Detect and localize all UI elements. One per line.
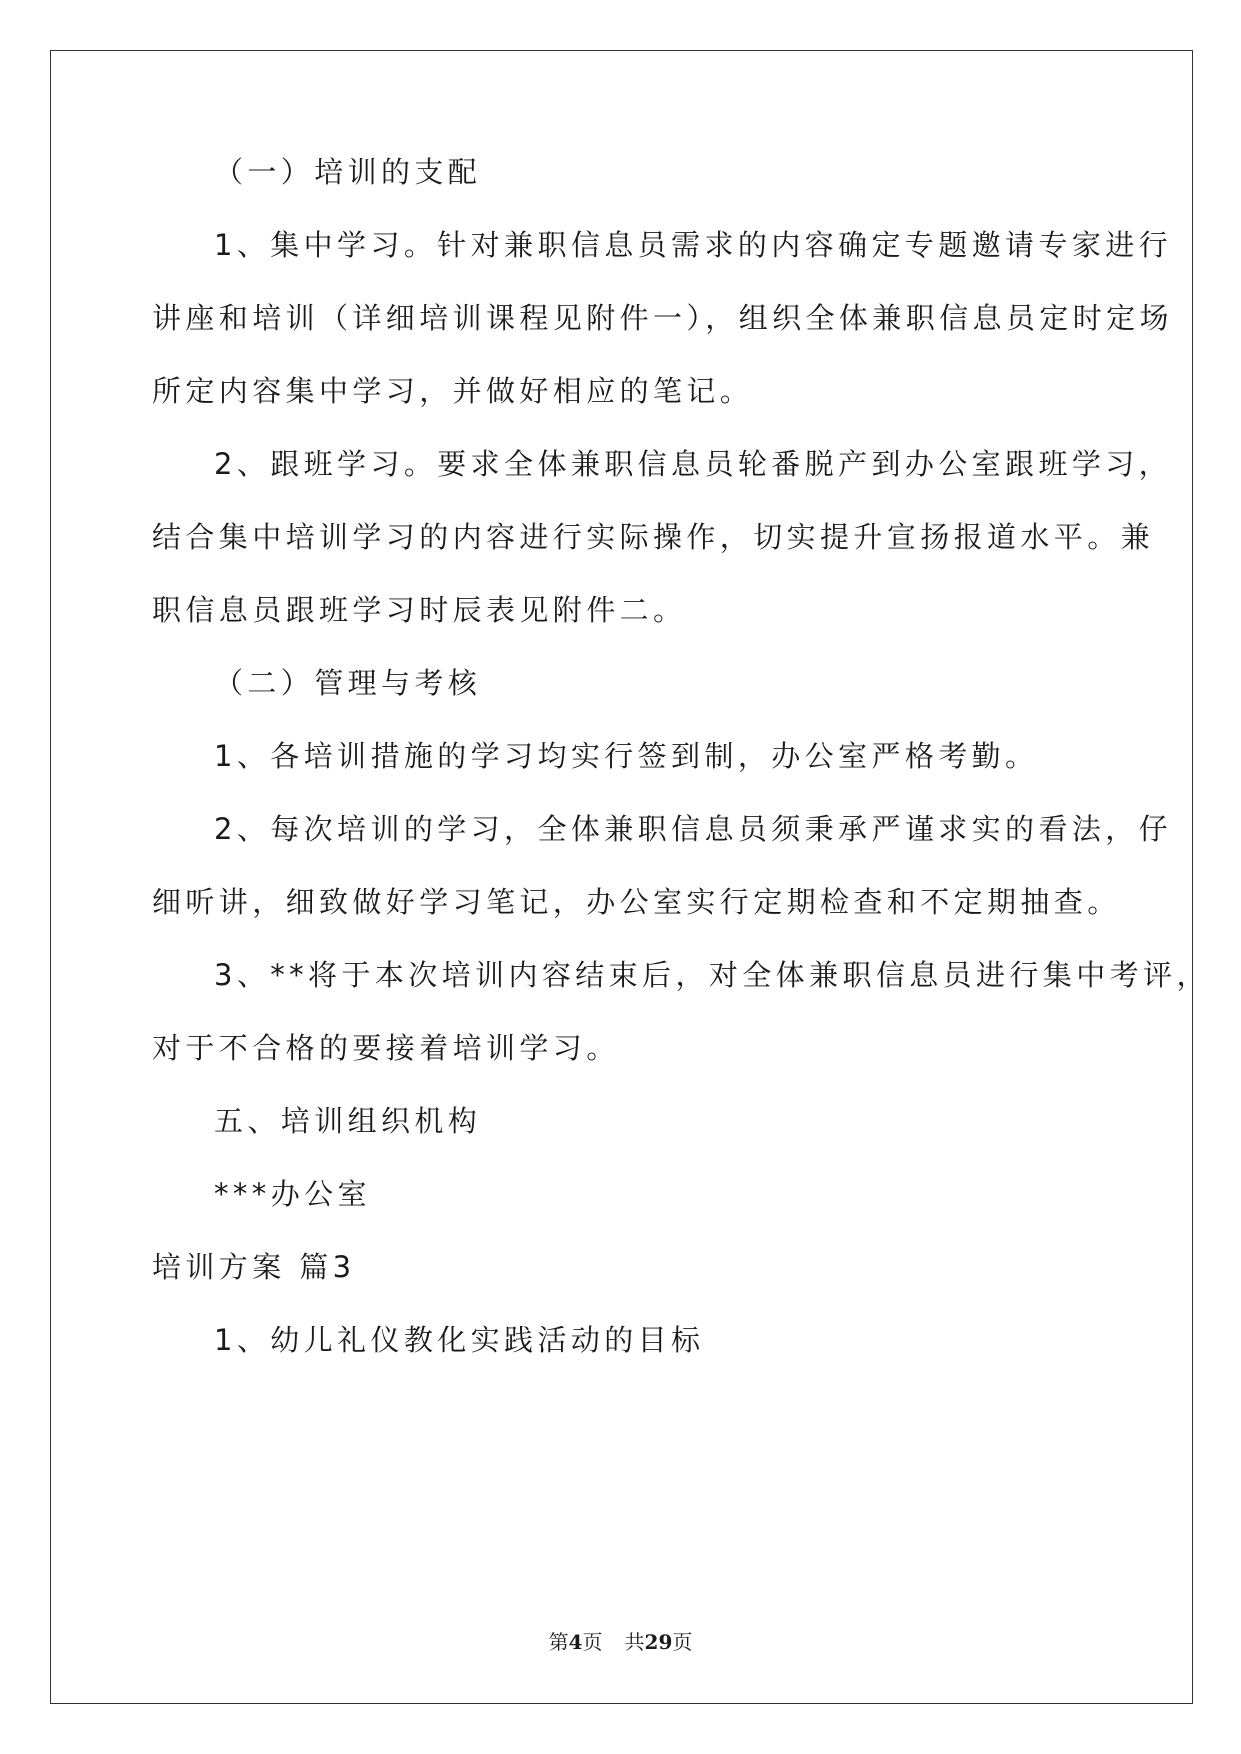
footer-page-number: 4 [568,1630,583,1654]
footer-total-pages: 29 [644,1630,673,1654]
footer-page-prefix: 第 [548,1630,569,1654]
paragraph-line: ***办公室 [214,1177,371,1211]
paragraph-line: 2、跟班学习。要求全体兼职信息员轮番脱产到办公室跟班学习， [214,447,1173,481]
paragraph-line: 2、每次培训的学习，全体兼职信息员须秉承严谨求实的看法，仔 [214,812,1173,846]
section-heading: （二）管理与考核 [214,666,482,700]
paragraph-line: 细听讲，细致做好学习笔记，办公室实行定期检查和不定期抽查。 [152,885,1121,919]
page-footer [0,1630,1241,1654]
paragraph-line: 结合集中培训学习的内容进行实际操作，切实提升宣扬报道水平。兼 [152,520,1155,554]
section-heading: 五、培训组织机构 [214,1104,482,1138]
footer-total-prefix: 共 [624,1630,645,1654]
plan-title: 培训方案 篇3 [152,1250,356,1284]
paragraph-line: 职信息员跟班学习时辰表见附件二。 [152,593,687,627]
paragraph-line: 1、各培训措施的学习均实行签到制，办公室严格考勤。 [214,739,1039,773]
paragraph-line: 3、**将于本次培训内容结束后，对全体兼职信息员进行集中考评， [214,958,1210,992]
footer-page-mid: 页 [582,1630,603,1654]
paragraph-line: 所定内容集中学习，并做好相应的笔记。 [152,374,754,408]
paragraph-line: 1、幼儿礼仪教化实践活动的目标 [214,1323,705,1357]
paragraph-line: 1、集中学习。针对兼职信息员需求的内容确定专题邀请专家进行 [214,228,1173,262]
paragraph-line: 讲座和培训（详细培训课程见附件一），组织全体兼职信息员定时定场 [152,301,1173,335]
section-heading: （一）培训的支配 [214,155,482,189]
footer-total-suffix: 页 [672,1630,693,1654]
paragraph-line: 对于不合格的要接着培训学习。 [152,1031,620,1065]
